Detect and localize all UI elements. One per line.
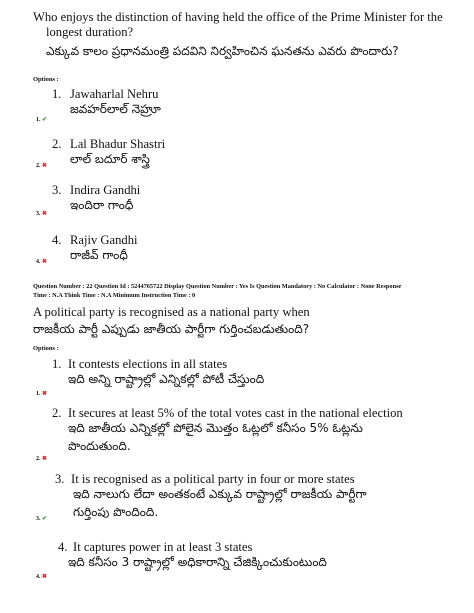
q1-option-3-status: 3. ✖: [36, 211, 48, 217]
option-number: 4.: [52, 233, 62, 247]
option-telugu-cont: గుర్తింపు పొందింది.: [73, 505, 159, 519]
option-telugu: లాల్ బదూర్ శాస్త్రి: [70, 152, 150, 166]
q2-option-1-status: 1. ✖: [36, 391, 48, 397]
cross-icon: ✖: [42, 211, 48, 217]
option-english: Lal Bhadur Shastri: [70, 137, 166, 151]
meta-line-2: Time : N.A Think Time : N.A Minimum Instruction Time : 0: [33, 292, 196, 299]
option-telugu: ఇది కనీసం 3 రాష్ట్రాల్లో అధికారాన్ని చేజిక్కించుకుంటుంది: [68, 555, 327, 569]
q2-options-label: Options :: [33, 345, 59, 352]
q2-option-2-status: 2. ✖: [36, 456, 48, 462]
q1-telugu: ఎక్కువ కాలం ప్రధానమంత్రి పదవిని నిర్వహించిన ఘనతను ఎవరు పొందారు?: [46, 44, 399, 58]
option-telugu: ఇది జాతీయ ఎన్నికల్లో పోలైన మొత్తం ఓట్లలో కనీసం 5% ఓట్లను: [68, 421, 363, 435]
q1-options-label: Options :: [33, 76, 59, 83]
q1-text: [33, 10, 443, 60]
option-english: It secures at least 5% of the total votes cast in the national election: [68, 406, 403, 420]
option-english: It contests elections in all states: [68, 357, 228, 371]
cross-icon: ✖: [42, 391, 48, 397]
cross-icon: ✖: [42, 163, 48, 169]
check-icon: ✔: [42, 516, 48, 522]
q1-english-line2: longest duration?: [46, 25, 134, 39]
cross-icon: ✖: [42, 574, 48, 580]
option-english: It captures power in at least 3 states: [73, 540, 253, 554]
option-telugu: జవహర్‌లాల్ నెహ్రూ: [70, 102, 161, 116]
cross-icon: ✖: [42, 259, 48, 265]
option-telugu: ఇది అన్ని రాష్ట్రాల్లో ఎన్నికల్లో పోటీ చేస్తుంది: [68, 372, 265, 386]
question-meta: [33, 282, 453, 300]
option-number: 4.: [58, 540, 68, 554]
option-english: Rajiv Gandhi: [70, 233, 138, 247]
option-number: 1.: [52, 357, 62, 371]
option-english: It is recognised as a political party in four or more states: [71, 472, 355, 486]
option-number: 3.: [55, 472, 65, 486]
option-number: 2.: [52, 137, 62, 151]
option-telugu: రాజీవ్ గాంధీ: [70, 248, 128, 262]
option-english: Jawaharlal Nehru: [70, 87, 159, 101]
q1-english-line1: Who enjoys the distinction of having held the office of the Prime Minister for the: [33, 10, 443, 24]
q2-english: A political party is recognised as a national party when: [33, 305, 310, 319]
q2-telugu: రాజకీయ పార్టీ ఎప్పుడు జాతీయ పార్టీగా గుర్తించబడుతుంది?: [33, 322, 310, 336]
option-number: 2.: [52, 406, 62, 420]
q1-option-4-status: 4. ✖: [36, 259, 48, 265]
option-telugu-cont: పొందుతుంది.: [68, 439, 131, 453]
cross-icon: ✖: [42, 456, 48, 462]
option-number: 1.: [52, 87, 62, 101]
q1-option-2-status: 2. ✖: [36, 163, 48, 169]
q2-option-3-status: 3. ✔: [36, 516, 48, 522]
option-number: 3.: [52, 183, 62, 197]
meta-line-1: Question Number : 22 Question Id : 5244765722 Display Question Number : Yes Is Question Mandatory : No Calculator : None Response: [33, 283, 402, 290]
option-english: Indira Gandhi: [70, 183, 141, 197]
option-telugu: ఇది నాలుగు లేదా అంతకంటే ఎక్కువ రాష్ట్రాల్లో రాజకీయ పార్టీగా: [73, 487, 367, 501]
q2-option-4-status: 4. ✖: [36, 574, 48, 580]
q1-option-1-status: 1. ✔: [36, 117, 48, 123]
check-icon: ✔: [42, 117, 48, 123]
q2-text: [33, 305, 310, 338]
option-telugu: ఇందిరా గాంధీ: [70, 198, 134, 212]
